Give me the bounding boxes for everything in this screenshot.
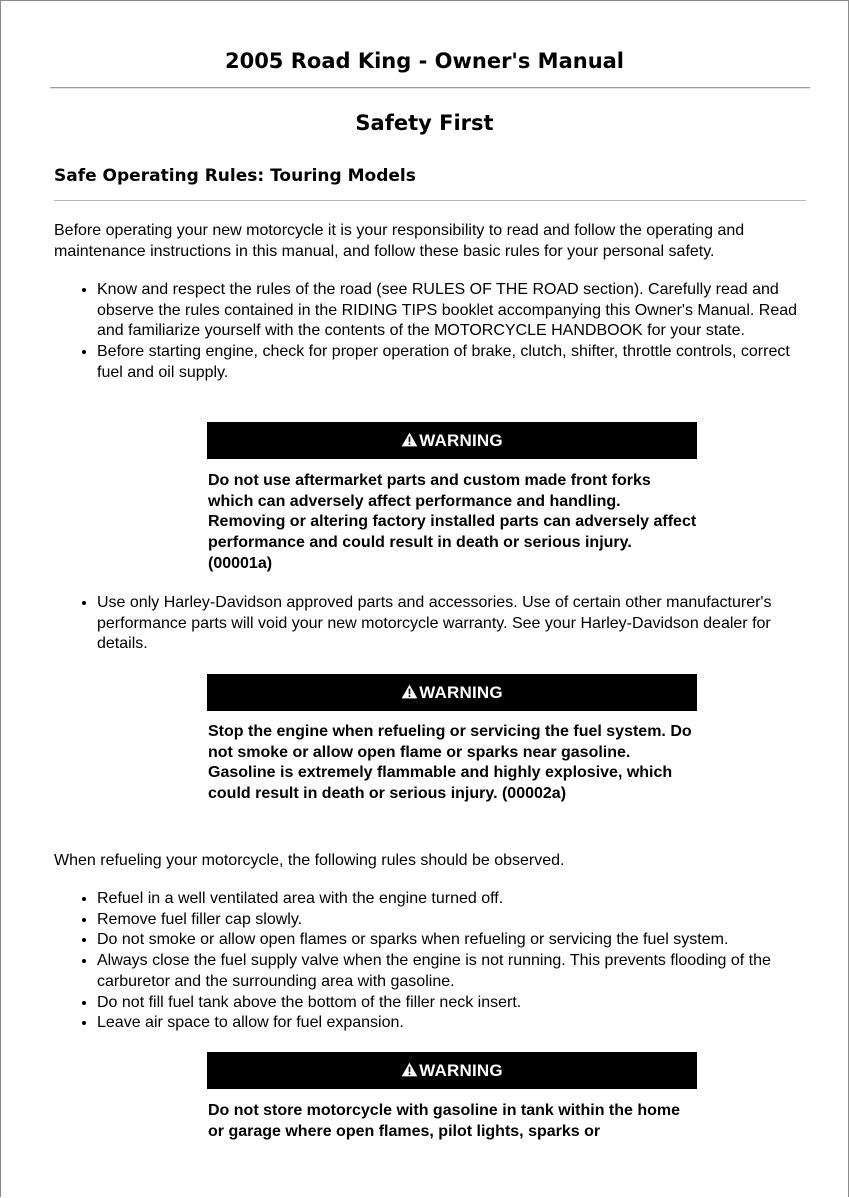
list-item: • Leave air space to allow for fuel expansion. — [97, 1013, 809, 1034]
refuel-intro-paragraph: When refueling your motorcycle, the following rules should be observed. — [54, 852, 565, 869]
list-item: • Do not fill fuel tank above the bottom of the filler neck insert. — [97, 993, 809, 1014]
warning-banner — [207, 1052, 697, 1089]
list-item: • Use only Harley-Davidson approved parts and accessories. Use of certain other manufacturer's performance parts will void your new motorcycle warranty. See your Harley-Davidson dealer for details. — [97, 593, 809, 655]
warning-triangle-icon — [401, 432, 418, 447]
intro-paragraph: Before operating your new motorcycle it is your responsibility to read and follow the operating and maintenance instructions in this manual, and follow these basic rules for your personal safety. — [54, 222, 745, 260]
subsection-title: Safe Operating Rules: Touring Models — [54, 166, 416, 186]
list-item: • Remove fuel filler cap slowly. — [97, 910, 809, 931]
document-title: 2005 Road King - Owner's Manual — [224, 49, 625, 73]
list-item: • Always close the fuel supply valve when the engine is not running. This prevents flooding of the carburetor and the surrounding area with gasoline. — [97, 951, 809, 992]
list-item: • Before starting engine, check for proper operation of brake, clutch, shifter, throttle controls, correct fuel and oil supply. — [97, 342, 809, 383]
warning-text: Do not store motorcycle with gasoline in tank within the home or garage where open flames, pilot lights, sparks or — [208, 1102, 681, 1140]
list-item: • Do not smoke or allow open flames or sparks when refueling or servicing the fuel system. — [97, 930, 809, 951]
warning-banner — [207, 674, 697, 711]
title-divider — [50, 87, 810, 89]
warning-triangle-icon — [401, 1062, 418, 1077]
warning-banner — [207, 422, 697, 459]
warning-label: WARNING — [419, 1060, 503, 1080]
bullet-list-rules — [54, 280, 809, 384]
bullet-list-refueling — [54, 889, 809, 1034]
warning-triangle-icon — [401, 684, 418, 699]
subsection-divider — [54, 200, 806, 201]
warning-text: Stop the engine when refueling or servicing the fuel system. Do not smoke or allow open flame or sparks near gasoline. Gasoline is extremely flammable and highly explosive, which could result in death or serious injury. (00002a) — [208, 723, 692, 803]
warning-label: WARNING — [419, 682, 503, 702]
list-item: • Refuel in a well ventilated area with the engine turned off. — [97, 889, 809, 910]
warning-label: WARNING — [419, 430, 503, 450]
list-item: • Know and respect the rules of the road (see RULES OF THE ROAD section). Carefully read and observe the rules contained in the RIDING TIPS booklet accompanying this Owner's Manual. Read and familiarize yourself with the contents of the MOTORCYCLE HANDBOOK for your state. — [97, 280, 809, 342]
bullet-list-parts — [54, 593, 809, 655]
warning-text: Do not use aftermarket parts and custom made front forks which can adversely affect performance and handling. Removing or altering factory installed parts can adversely affect performance and could result in death or serious injury. (00001a) — [208, 472, 697, 572]
section-title: Safety First — [355, 111, 494, 135]
